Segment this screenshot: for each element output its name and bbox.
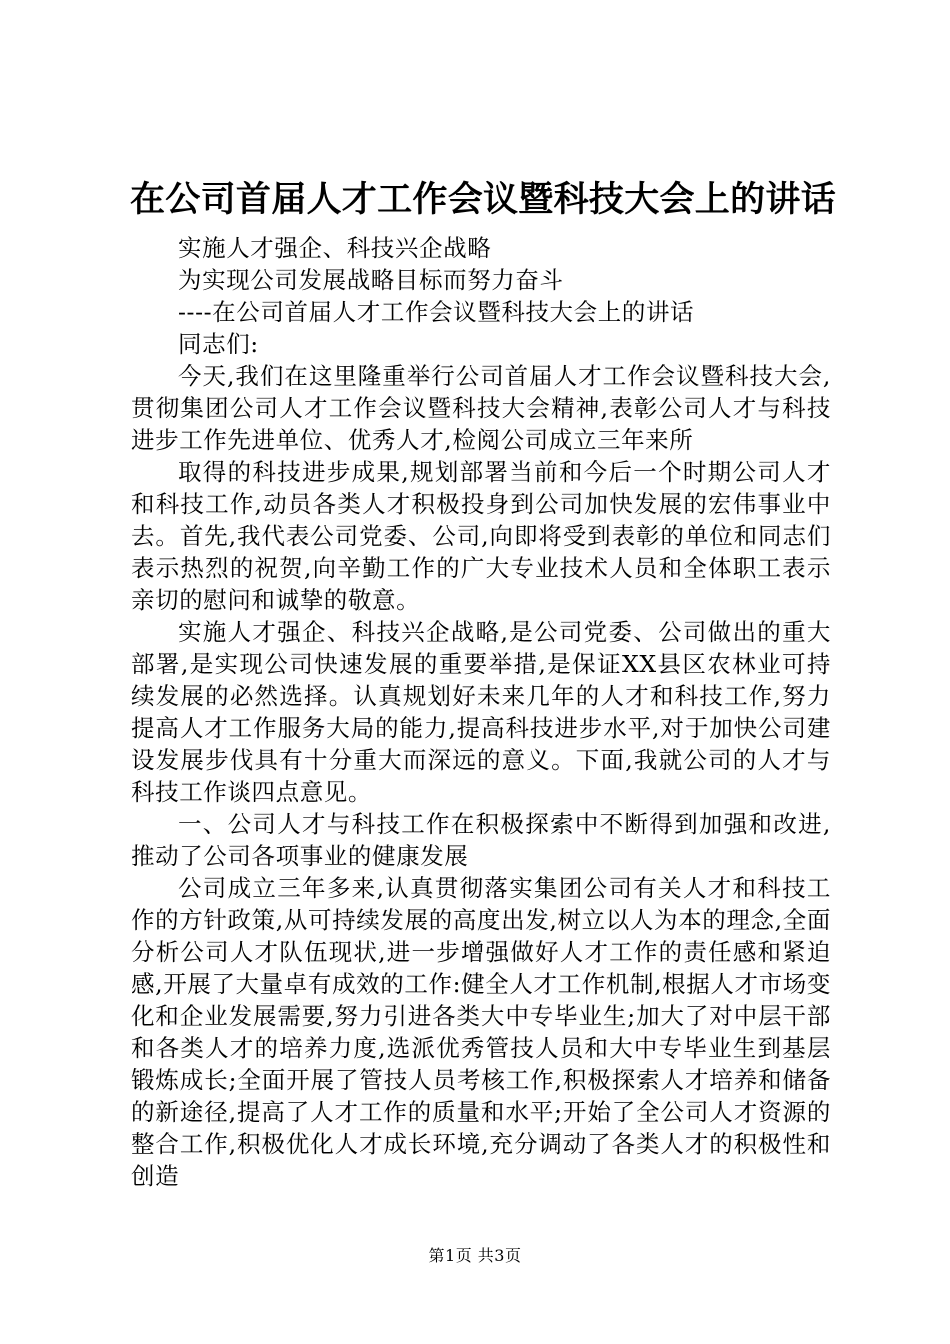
- subtitle-line-2: 为实现公司发展战略目标而努力奋斗: [178, 266, 564, 294]
- salutation: 同志们:: [178, 330, 259, 358]
- document-body: [131, 232, 831, 1192]
- paragraph-strategy: 实施人才强企、科技兴企战略,是公司党委、公司做出的重大部署,是实现公司快速发展的重要举措,是保证XX县区农林业可持续发展的必然选择。认真规划好未来几年的人才和科技工作,努力提高人才工作服务大局的能力,提高科技进步水平,对于加快公司建设发展步伐具有十分重大而深远的意义。下面,我就公司的人才与科技工作谈四点意见。: [131, 618, 831, 806]
- subtitle-line-1: 实施人才强企、科技兴企战略: [178, 234, 492, 262]
- paragraph-progress: 公司成立三年多来,认真贯彻落实集团公司有关人才和科技工作的方针政策,从可持续发展的高度出发,树立以人为本的理念,全面分析公司人才队伍现状,进一步增强做好人才工作的责任感和紧迫感,开展了大量卓有成效的工作:健全人才工作机制,根据人才市场变化和企业发展需要,努力引进各类大中专毕业生;加大了对中层干部和各类人才的培养力度,选派优秀管技人员和大中专毕业生到基层锻炼成长;全面开展了管技人员考核工作,积极探索人才培养和储备的新途径,提高了人才工作的质量和水平;开始了全公司人才资源的整合工作,积极优化人才成长环境,充分调动了各类人才的积极性和创造: [131, 874, 831, 1190]
- paragraph-opening: 今天,我们在这里隆重举行公司首届人才工作会议暨科技大会,贯彻集团公司人才工作会议暨科技大会精神,表彰公司人才与科技进步工作先进单位、优秀人才,检阅公司成立三年来所: [131, 362, 831, 454]
- section-heading-1: 一、公司人才与科技工作在积极探索中不断得到加强和改进,推动了公司各项事业的健康发展: [131, 810, 831, 870]
- paragraph-achievements: 取得的科技进步成果,规划部署当前和今后一个时期公司人才和科技工作,动员各类人才积极投身到公司加快发展的宏伟事业中去。首先,我代表公司党委、公司,向即将受到表彰的单位和同志们表示热烈的祝贺,向辛勤工作的广大专业技术人员和全体职工表示亲切的慰问和诚挚的敬意。: [131, 458, 831, 614]
- document-title: 在公司首届人才工作会议暨科技大会上的讲话: [130, 180, 837, 220]
- page-number-footer: 第1页 共3页: [428, 1246, 522, 1265]
- subtitle-line-3: ----在公司首届人才工作会议暨科技大会上的讲话: [178, 298, 695, 326]
